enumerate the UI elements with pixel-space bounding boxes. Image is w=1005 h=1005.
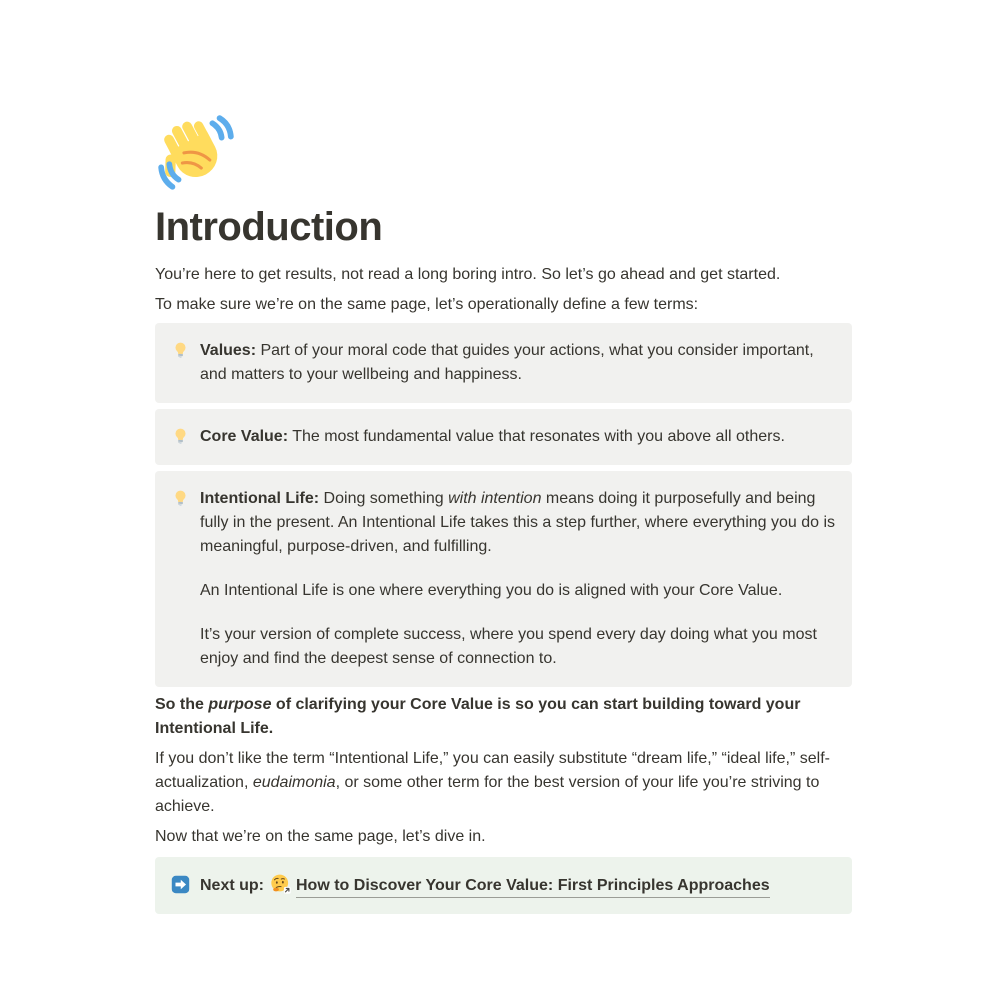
next-up-label: Next up: (200, 877, 264, 894)
thinking-face-icon (270, 873, 291, 894)
callout-intentional-life (155, 471, 852, 687)
term-intentional-life: Intentional Life: (200, 490, 320, 507)
term-core-value: Core Value: (200, 428, 289, 445)
right-arrow-icon (171, 875, 190, 894)
waving-hand-icon (155, 113, 237, 195)
paragraph-purpose: So the purpose of clarifying your Core Value is so you can start building toward your Intentional Life. (155, 696, 801, 737)
paragraph-dive-in: Now that we’re on the same page, let’s dive in. (155, 828, 486, 845)
paragraph-intro: You’re here to get results, not read a long boring intro. So let’s go ahead and get started. (155, 266, 781, 283)
light-bulb-icon (171, 341, 190, 360)
callout-core-value-text: Core Value: The most fundamental value that resonates with you above all others. (200, 428, 785, 445)
callout-intentional-life-text: Intentional Life: Doing something with intention means doing it purposefully and being fully in the present. An Intentional Life takes this a step further, where everything you do is meaningful, purpose-driven, and fulfilling. An Intentional Life is one where everything you do is aligned with your Core Value. It’s your version of complete success, where you spend every day doing what you most enjoy and find the deepest sense of connection to. (200, 490, 836, 667)
callout-values-text: Values: Part of your moral code that guides your actions, what you consider important, and matters to your wellbeing and happiness. (200, 342, 814, 383)
callout-core-value (155, 409, 852, 465)
light-bulb-icon (171, 427, 190, 446)
callout-next-up (155, 857, 852, 914)
notion-page (155, 113, 852, 920)
paragraph-define-terms: To make sure we’re on the same page, let’s operationally define a few terms: (155, 296, 699, 313)
next-page-link-label: How to Discover Your Core Value: First Principles Approaches (296, 877, 770, 898)
callout-values (155, 323, 852, 403)
next-page-link[interactable] (270, 877, 770, 894)
light-bulb-icon (171, 489, 190, 508)
term-values: Values: (200, 342, 257, 359)
paragraph-substitute: If you don’t like the term “Intentional Life,” you can easily substitute “dream life,” “ideal life,” self-actualization, eudaimonia, or some other term for the best version of your life you’re striving to achieve. (155, 750, 830, 815)
page-title: Introduction (155, 205, 383, 249)
next-up-text (200, 873, 836, 898)
